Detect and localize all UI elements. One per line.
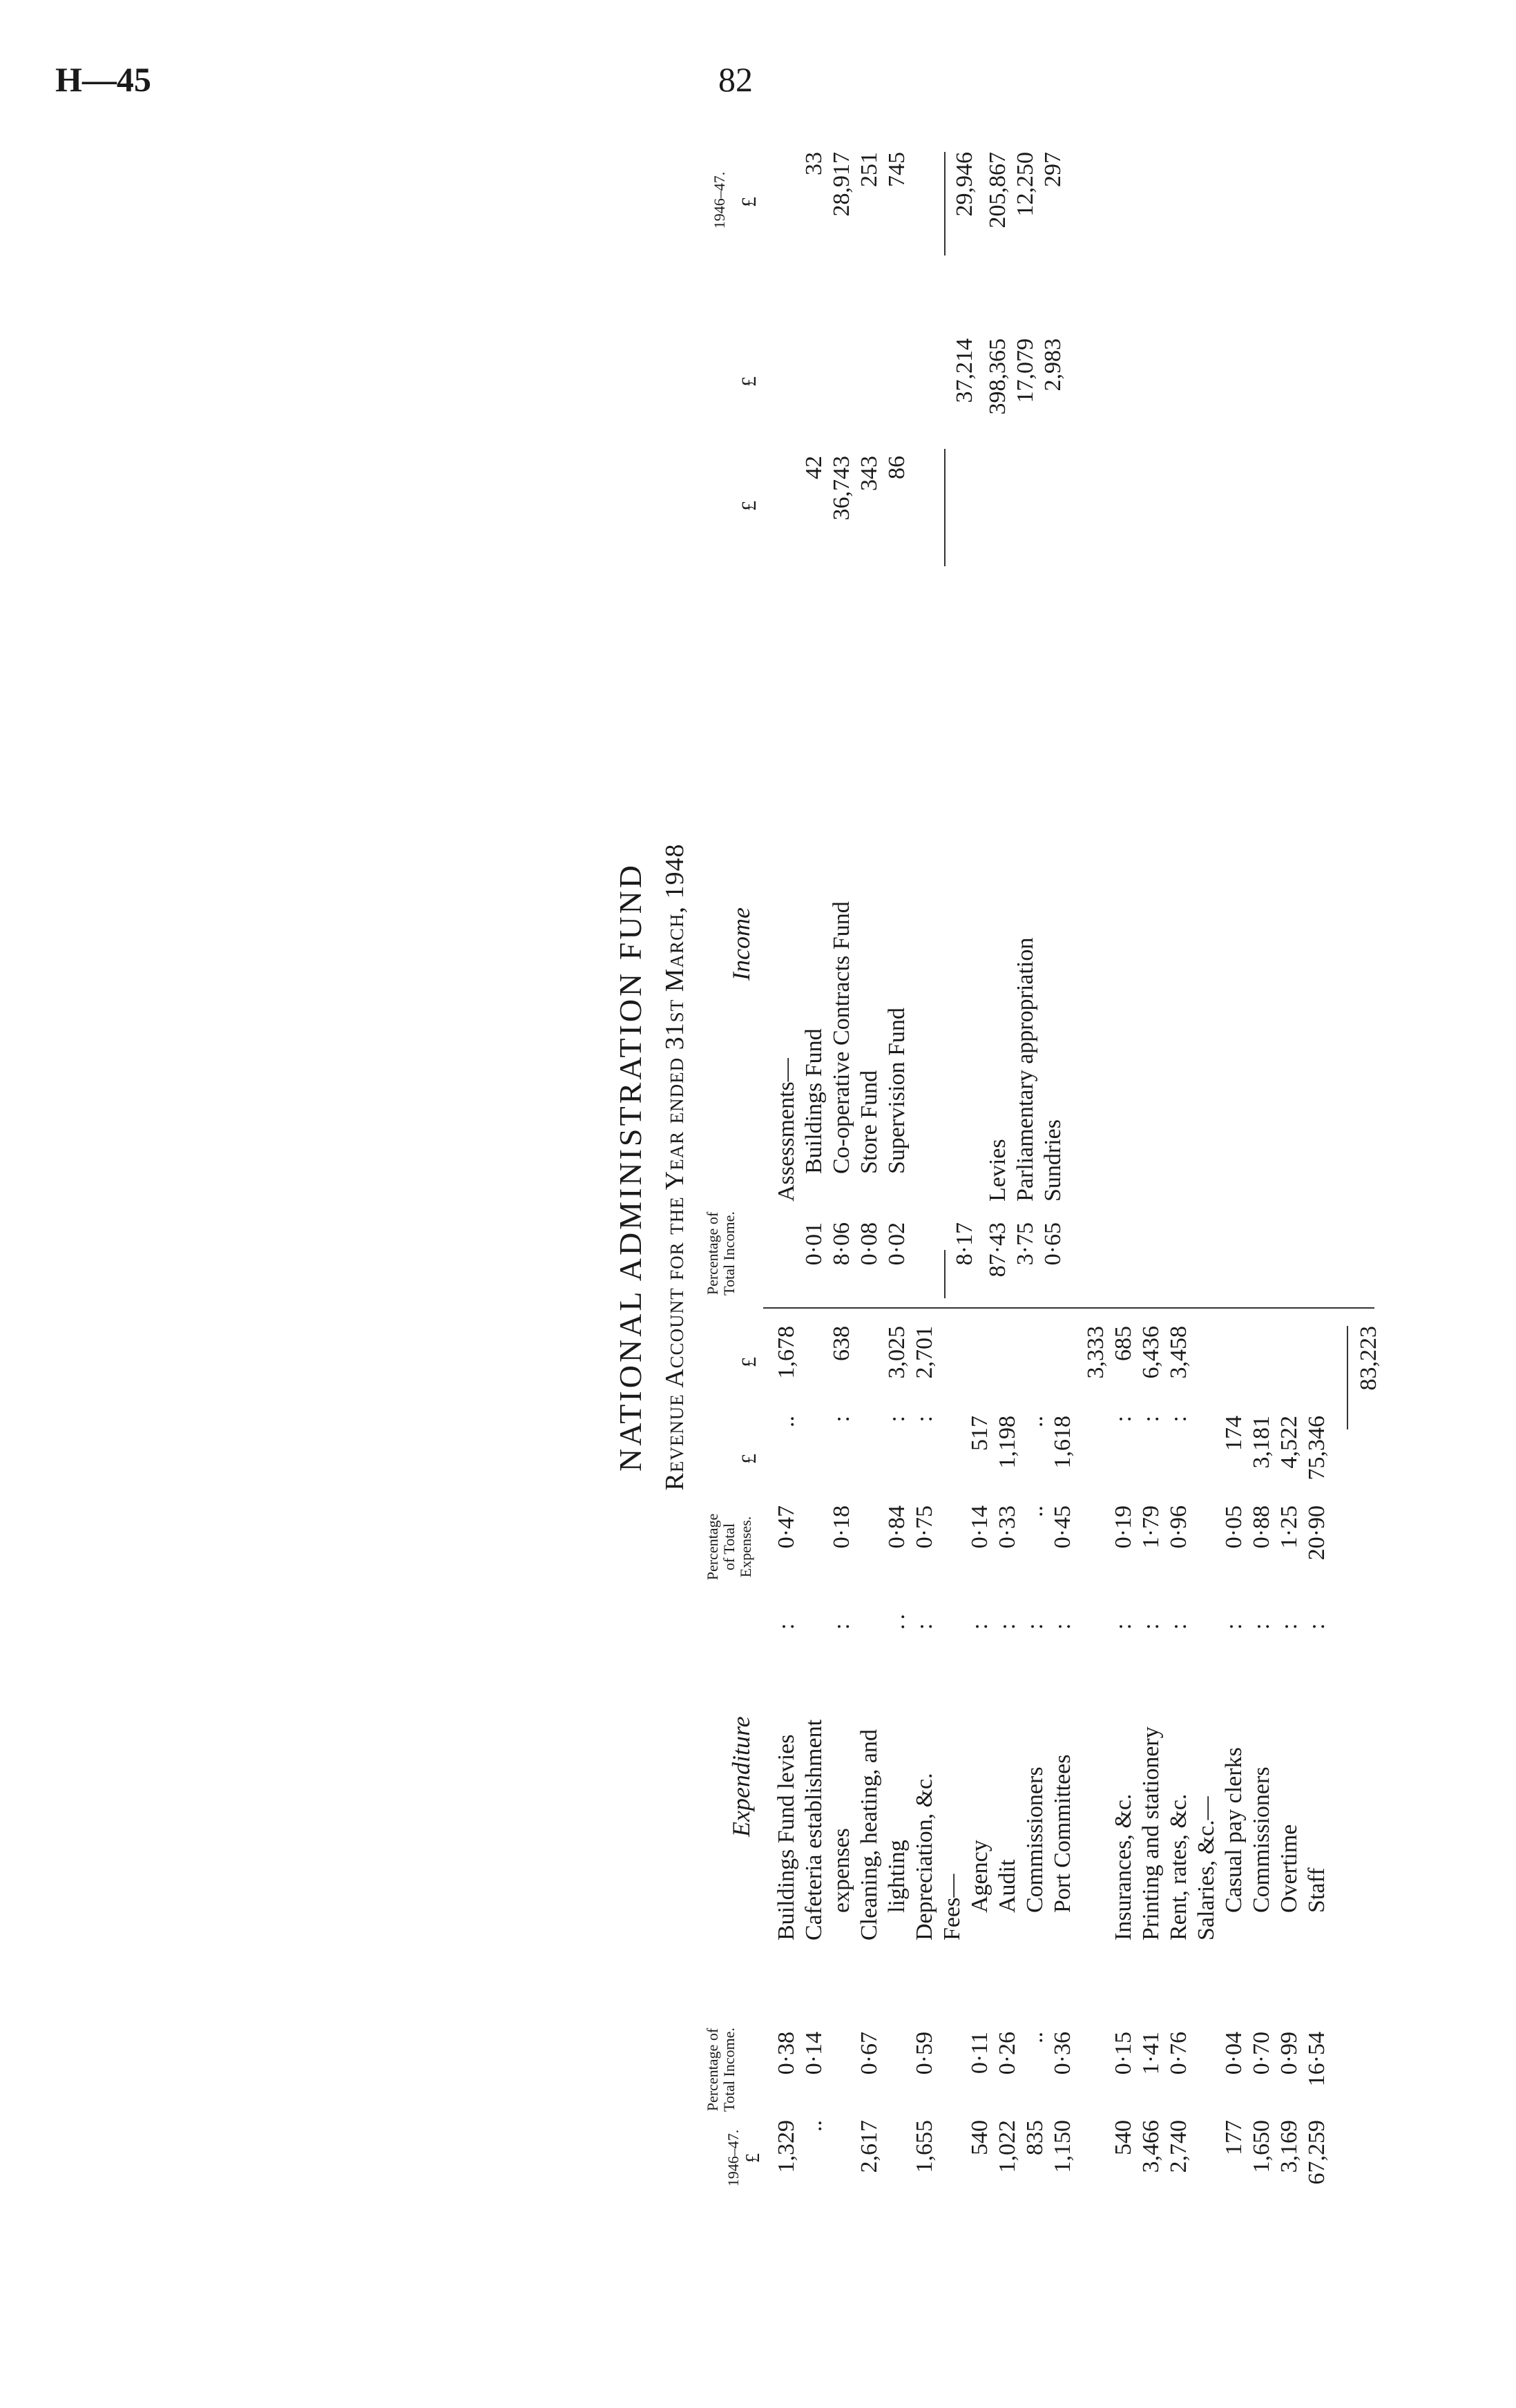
document-subtitle: Revenue Account for the Year ended 31st March, 1948 [660,843,689,1491]
exp-leader-dots: : [1022,1619,1048,1630]
inc-amount-total: 2,983 [1040,338,1066,392]
exp-item-label: Commissioners [1249,1766,1274,1913]
inc-prev-year-amount: 205,867 [985,152,1010,229]
exp-currency-2: £ [738,1357,760,1367]
exp-pct: 0·33 [995,1505,1020,1549]
inc-item-label: Buildings Fund [801,1028,827,1174]
exp-pct-prev: 0·99 [1276,2032,1302,2075]
exp-prev-year-amount: 67,259 [1304,2120,1330,2185]
exp-pct-prev: 0·67 [856,2032,882,2075]
exp-pct-prev: 0·70 [1249,2032,1274,2075]
exp-pct-prev: 0·04 [1221,2032,1247,2075]
inc-pct: 3·75 [1013,1222,1038,1266]
expenditure-row [1357,138,1385,2196]
inc-prev-rule [944,152,946,256]
exp-amount-total: 3,333 [1083,1326,1109,1379]
exp-amount-detail: .. [774,1416,799,1427]
exp-item-label: lighting [884,1840,910,1913]
inc-amount-total: 398,365 [985,338,1010,415]
inc-item-label: Co-operative Contracts Fund [829,901,854,1174]
exp-item-label: Overtime [1276,1824,1302,1913]
exp-item-label: Fees— [939,1874,965,1940]
exp-amount-total: 2,701 [912,1326,937,1379]
expenditure-row [1278,138,1305,2196]
exp-item-label: Printing and stationery [1138,1726,1164,1940]
inc-pct-rule [944,1250,946,1298]
inc-prev-year-amount: 297 [1040,152,1066,187]
exp-pct: 0·88 [1249,1505,1274,1549]
income-heading: Income [727,907,755,981]
exp-item-label: Audit [995,1859,1020,1913]
inc-currency-2: £ [738,376,760,387]
exp-leader-dots: : [1249,1619,1274,1630]
exp-prev-year-amount: 177 [1221,2120,1247,2155]
page-reference: H—45 [55,60,151,99]
exp-leader-dots: : [912,1619,937,1630]
inc-prev-year-amount: 33 [801,152,827,175]
expenditure-row [1140,138,1167,2196]
exp-pct-prev: 1·41 [1138,2032,1164,2075]
exp-amount-detail: 1,198 [995,1416,1020,1469]
income-row [803,138,830,2196]
exp-prev-year-amount: 3,466 [1138,2120,1164,2173]
inc-prev-year-amount: 745 [884,152,910,187]
exp-leader-dots: : [1304,1619,1330,1630]
exp-pct: 1·25 [1276,1505,1302,1549]
inc-pct-header: Percentage of Total Income. [704,1211,738,1295]
exp-amount-detail: : [1138,1416,1164,1423]
exp-leader-dots: : [1050,1619,1075,1630]
exp-pct: 20·90 [1304,1505,1330,1561]
exp-prev-year-amount: 2,740 [1166,2120,1191,2173]
inc-pct: 0·02 [884,1222,910,1266]
exp-pct: 0·45 [1050,1505,1075,1549]
exp-leader-dots: : [774,1619,799,1630]
exp-amount-detail: 517 [967,1416,992,1451]
inc-pct: 87·43 [985,1222,1010,1278]
exp-amount-detail: : [1166,1416,1191,1423]
inc-amount-total: 37,214 [952,338,977,403]
income-row [858,138,885,2196]
exp-item-label: Port Committees [1050,1754,1075,1913]
inc-pct: 8·17 [952,1222,977,1266]
exp-leader-dots: .. [884,1610,910,1630]
inc-prev-year-amount: 28,917 [829,152,854,217]
inc-currency-1: £ [738,501,760,511]
exp-prev-year-amount: 540 [967,2120,992,2155]
inc-prev-year-header: 1946–47. [711,171,728,229]
exp-item-label: expenses [829,1828,854,1913]
exp-prev-year-amount: 1,150 [1050,2120,1075,2173]
inc-amount-detail: 86 [884,456,910,479]
exp-currency-1: £ [738,1454,760,1464]
expenditure-row [1222,138,1250,2196]
exp-item-label: Commissioners [1022,1766,1048,1913]
exp-prev-year-header: 1946–47. [725,2129,742,2187]
exp-leader-dots: : [967,1619,992,1630]
exp-pct: 0·18 [829,1505,854,1549]
exp-pct-prev: .. [1022,2032,1048,2043]
expenditure-row [1195,138,1222,2196]
inc-subtotal-rule [944,449,946,566]
exp-leader-dots: : [1138,1619,1164,1630]
exp-amount-detail: : [884,1416,910,1423]
exp-prev-year-amount: 3,169 [1276,2120,1302,2173]
exp-prev-year-amount: 2,617 [856,2120,882,2173]
income-row [1042,138,1069,2196]
income-row [885,138,913,2196]
inc-amount-total: 17,079 [1013,338,1038,403]
inc-pct: 8·06 [829,1222,854,1266]
income-row [986,138,1014,2196]
exp-item-label: Insurances, &c. [1111,1793,1136,1940]
exp-pct-prev: 0·15 [1111,2032,1136,2075]
inc-item-label: Store Fund [856,1070,882,1174]
inc-amount-detail: 36,743 [829,456,854,521]
exp-pct: 0·84 [884,1505,910,1549]
exp-pct: 0·19 [1111,1505,1136,1549]
exp-pct: 1·79 [1138,1505,1164,1549]
exp-leader-dots: : [1221,1619,1247,1630]
exp-leader-dots: : [1111,1619,1136,1630]
income-row [1014,138,1042,2196]
exp-prev-year-amount: 1,650 [1249,2120,1274,2173]
expenditure-row [913,138,941,2196]
exp-item-label: Depreciation, &c. [912,1773,937,1940]
inc-pct: 0·65 [1040,1222,1066,1266]
exp-pct: 0·96 [1166,1505,1191,1549]
exp-pct-prev: 0·76 [1166,2032,1191,2075]
exp-item-label: Cleaning, heating, and [856,1729,882,1940]
exp-pct-prev: 0·11 [967,2032,992,2074]
exp-amount-detail: 1,618 [1050,1416,1075,1469]
expenditure-row [1167,138,1195,2196]
income-row [830,138,858,2196]
inc-item-label: Levies [985,1139,1010,1202]
inc-item-label: Supervision Fund [884,1008,910,1174]
exp-amount-detail: 75,346 [1304,1416,1330,1481]
exp-amount-detail: : [1111,1416,1136,1423]
exp-prev-year-amount: 1,329 [774,2120,799,2173]
exp-amount-detail: 174 [1221,1416,1247,1451]
inc-currency-3: £ [738,197,760,207]
exp-amount-total: 1,678 [774,1326,799,1379]
inc-item-label: Assessments— [774,1058,799,1202]
inc-prev-year-amount: 12,250 [1013,152,1038,217]
exp-prev-year-amount: 1,022 [995,2120,1020,2173]
income-row [953,138,981,2196]
expenditure-row [1084,138,1112,2196]
exp-pct: 0·14 [967,1505,992,1549]
exp-pct-prev: 16·54 [1304,2032,1330,2087]
exp-pct-header: Percentage of Total Expenses. [704,1513,755,1581]
exp-item-label: Agency [967,1840,992,1913]
inc-prev-year-amount: 251 [856,152,882,187]
exp-pct-prev: 0·59 [912,2032,937,2075]
expenditure-row [1112,138,1140,2196]
exp-item-label: Staff [1304,1867,1330,1913]
exp-prev-currency: £ [742,2153,764,2163]
exp-prev-year-amount: 1,655 [912,2120,937,2173]
inc-pct: 0·01 [801,1222,827,1266]
exp-total-rule [1347,1326,1348,1429]
inc-prev-year-amount: 29,946 [952,152,977,217]
inc-item-label: Sundries [1040,1119,1066,1202]
exp-leader-dots: : [995,1619,1020,1630]
exp-pct-prev: 0·38 [774,2032,799,2075]
exp-item-label: Buildings Fund levies [774,1734,799,1940]
exp-amount-total: 638 [829,1326,854,1361]
exp-pct-prev: 0·14 [801,2032,827,2075]
exp-leader-dots: : [1276,1619,1302,1630]
exp-prev-year-amount: 540 [1111,2120,1136,2155]
exp-amount-detail: : [829,1416,854,1423]
inc-pct: 0·08 [856,1222,882,1266]
exp-amount-detail: .. [1022,1416,1048,1427]
exp-amount-total: 3,025 [884,1326,910,1379]
expenditure-row [1250,138,1278,2196]
exp-amount-total: 3,458 [1166,1326,1191,1379]
exp-amount-total: 6,436 [1138,1326,1164,1379]
exp-amount-total: 685 [1111,1326,1136,1361]
expenditure-row [1305,138,1333,2196]
exp-prev-year-amount: 835 [1022,2120,1048,2155]
exp-pct-prev: 0·36 [1050,2032,1075,2075]
exp-pct-prev: 0·26 [995,2032,1020,2075]
exp-prev-year-amount: .. [801,2120,827,2132]
exp-item-label: Rent, rates, &c. [1166,1793,1191,1940]
income-row [775,138,803,2196]
exp-amount-detail: 3,181 [1249,1416,1274,1469]
exp-item-label: Cafeteria establishment [801,1719,827,1940]
exp-pct: 0·05 [1221,1505,1247,1549]
exp-leader-dots: : [1166,1619,1191,1630]
inc-amount-detail: 343 [856,456,882,491]
document-title: NATIONAL ADMINISTRATION FUND [613,862,648,1472]
revenue-account-table [608,138,1395,2196]
exp-pct: 0·47 [774,1505,799,1549]
exp-item-label: Casual pay clerks [1221,1747,1247,1913]
exp-amount-detail: : [912,1416,937,1423]
exp-amount-total: 83,223 [1356,1326,1381,1391]
exp-pct-prev-header: Percentage of Total Income. [704,2027,738,2112]
exp-pct: .. [1022,1505,1048,1517]
page-number: 82 [718,60,753,99]
inc-amount-detail: 42 [801,456,827,479]
inc-item-label: Parliamentary appropriation [1013,937,1038,1202]
exp-leader-dots: : [829,1619,854,1630]
exp-amount-detail: 4,522 [1276,1416,1302,1469]
exp-pct: 0·75 [912,1505,937,1549]
exp-item-label: Salaries, &c.— [1193,1796,1219,1940]
expenditure-heading: Expenditure [727,1716,755,1837]
